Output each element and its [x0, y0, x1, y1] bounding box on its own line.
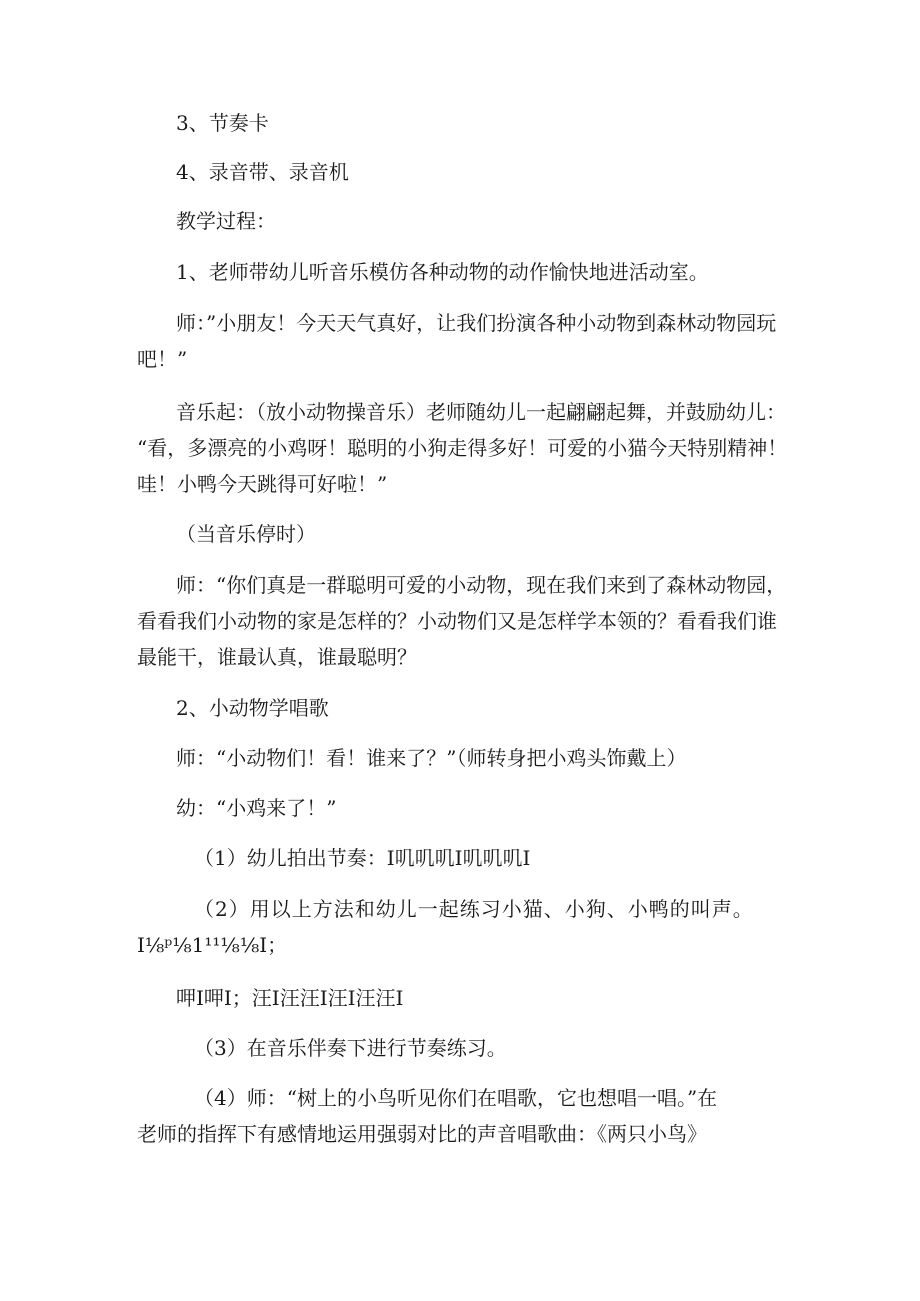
- paragraph-line: 幼：“小鸡来了！”: [176, 796, 337, 820]
- paragraph-line: （1）幼儿拍出节奏：I叽叽叽I叽叽叽I: [194, 846, 531, 870]
- paragraph-line: 师：“你们真是一群聪明可爱的小动物，现在我们来到了森林动物园，: [176, 573, 787, 597]
- paragraph-line: 看看我们小动物的家是怎样的？小动物们又是怎样学本领的？看看我们谁: [137, 609, 777, 633]
- material-item-4: 4、录音带、录音机: [176, 160, 349, 184]
- step-2-heading: 2、小动物学唱歌: [176, 696, 329, 720]
- rhythm-notation: 呷I呷I；汪I汪汪I汪I汪汪I: [176, 986, 404, 1010]
- paragraph-line: 音乐起：（放小动物操音乐）老师随幼儿一起翩翩起舞，并鼓励幼儿：: [176, 400, 786, 424]
- material-item-3: 3、节奏卡: [176, 111, 269, 135]
- paragraph-line: 师：”小朋友！今天天气真好，让我们扮演各种小动物到森林动物园玩: [176, 311, 777, 335]
- section-heading-teaching-process: 教学过程：: [176, 209, 276, 233]
- paragraph-line: （当音乐停时）: [176, 522, 316, 546]
- paragraph-line: 吧！”: [137, 347, 188, 371]
- paragraph-line: 最能干，谁最认真，谁最聪明？: [137, 645, 417, 669]
- paragraph-line: （4）师：“树上的小鸟听见你们在唱歌，它也想唱一唱。”在: [194, 1086, 718, 1110]
- rhythm-notation: I⅛ᵖ⅛1¹¹⅛⅛I；: [137, 933, 288, 957]
- paragraph-line: 老师的指挥下有感情地运用强弱对比的声音唱歌曲：《两只小鸟》: [137, 1122, 707, 1146]
- step-1-heading: 1、老师带幼儿听音乐模仿各种动物的动作愉快地进活动室。: [176, 260, 709, 284]
- paragraph-line: “看，多漂亮的小鸡呀！聪明的小狗走得多好！可爱的小猫今天特别精神！: [137, 436, 788, 460]
- paragraph-line: （3）在音乐伴奏下进行节奏练习。: [194, 1036, 507, 1060]
- paragraph-line: （2）用以上方法和幼儿一起练习小猫、小狗、小鸭的叫声。: [194, 897, 754, 921]
- paragraph-line: 师：“小动物们！看！谁来了？”（师转身把小鸡头饰戴上）: [176, 746, 687, 770]
- paragraph-line: 哇！小鸭今天跳得可好啦！”: [137, 472, 388, 496]
